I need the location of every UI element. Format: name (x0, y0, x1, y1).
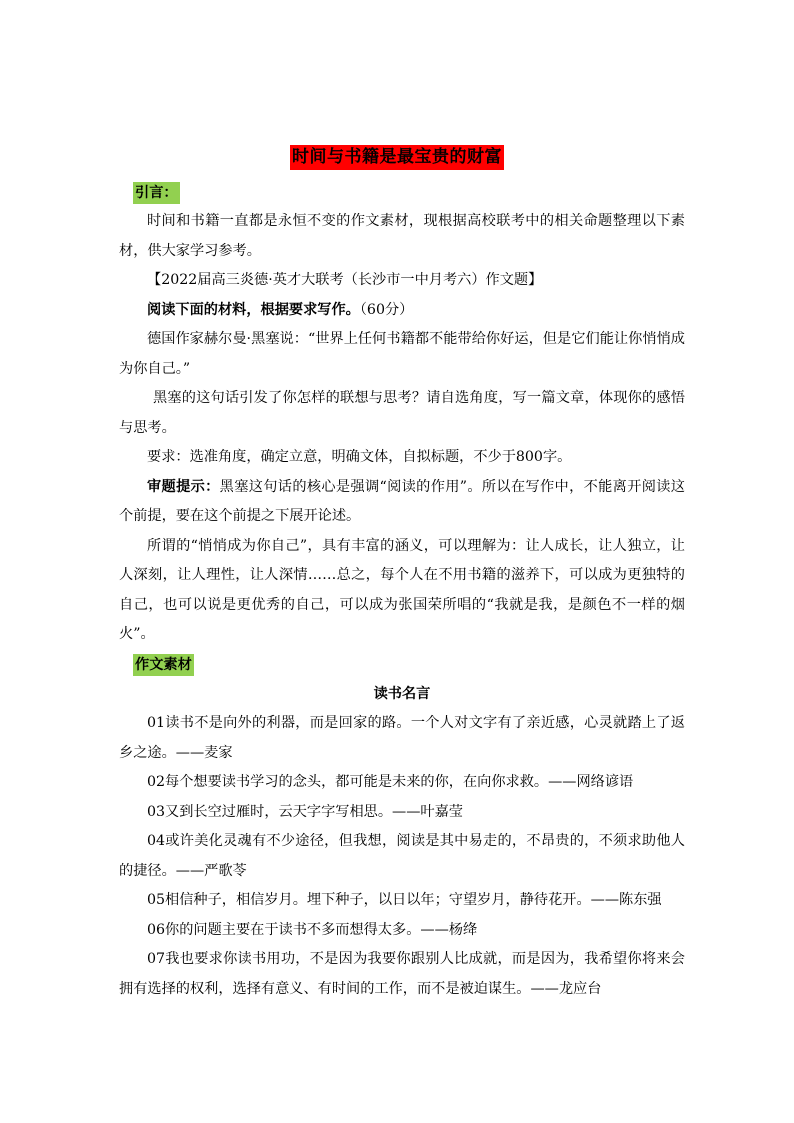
exam-instruction (119, 296, 685, 326)
quote-item: 07我也要求你读书用功，不是因为我要你跟别人比成就，而是因为，我希望你将来会拥有选择的权利，选择有意义、有时间的工作，而不是被迫谋生。——龙应台 (119, 951, 685, 997)
quote-item: 04或许美化灵魂有不少途径，但我想，阅读是其中易走的，不昂贵的，不须求助他人的捷径。——严歌苓 (119, 833, 685, 879)
title-container (0, 145, 794, 170)
exam-instruction-score: （60分） (359, 301, 414, 318)
materials-subheading: 读书名言 (373, 685, 431, 702)
exam-hint (119, 473, 685, 532)
exam-prompt: 黑塞的这句话引发了你怎样的联想与思考？请自选角度，写一篇文章，体现你的感悟与思考。 (119, 390, 685, 436)
document-body (119, 182, 685, 1004)
exam-header: 【2022届高三炎德·英才大联考（长沙市一中月考六）作文题】 (147, 272, 543, 288)
intro-text: 时间和书籍一直都是永恒不变的作文素材，现根据高校联考中的相关命题整理以下素材，供大家学习参考。 (119, 213, 685, 259)
intro-label: 引言： (133, 182, 180, 204)
document-title: 时间与书籍是最宝贵的财富 (290, 145, 504, 170)
exam-hint-text: 黑塞这句话的核心是强调“阅读的作用”。所以在写作中，不能离开阅读这个前提，要在这个前提之下展开论述。 (119, 478, 685, 524)
quote-item: 01读书不是向外的利器，而是回家的路。一个人对文字有了亲近感，心灵就踏上了返乡之途。——麦家 (119, 715, 685, 761)
materials-label: 作文素材 (133, 654, 194, 676)
exam-instruction-bold: 阅读下面的材料，根据要求写作。 (147, 301, 360, 318)
quote-item: 06你的问题主要在于读书不多而想得太多。——杨绛 (147, 921, 478, 938)
exam-material: 德国作家赫尔曼·黑塞说：“世界上任何书籍都不能带给你好运，但是它们能让你悄悄成为你自己。” (119, 331, 685, 377)
quote-item: 02每个想要读书学习的念头，都可能是未来的你，在向你求救。——网络谚语 (147, 774, 634, 790)
quote-item: 05相信种子，相信岁月。埋下种子，以日以年；守望岁月，静待花开。——陈东强 (147, 892, 662, 908)
exam-explanation: 所谓的“悄悄成为你自己”，具有丰富的涵义，可以理解为：让人成长，让人独立，让人深刻，让人理性，让人深情……总之，每个人在不用书籍的滋养下，可以成为更独特的自己，也可以说是更优秀的自己，可以成为张国荣所唱的“我就是我，是颜色不一样的烟火”。 (119, 537, 685, 642)
quote-item: 03又到长空过雁时，云天字字写相思。——叶嘉莹 (147, 803, 463, 820)
exam-requirement: 要求：选准角度，确定立意，明确文体，自拟标题，不少于800字。 (147, 449, 572, 465)
exam-hint-label: 审题提示： (147, 478, 220, 495)
